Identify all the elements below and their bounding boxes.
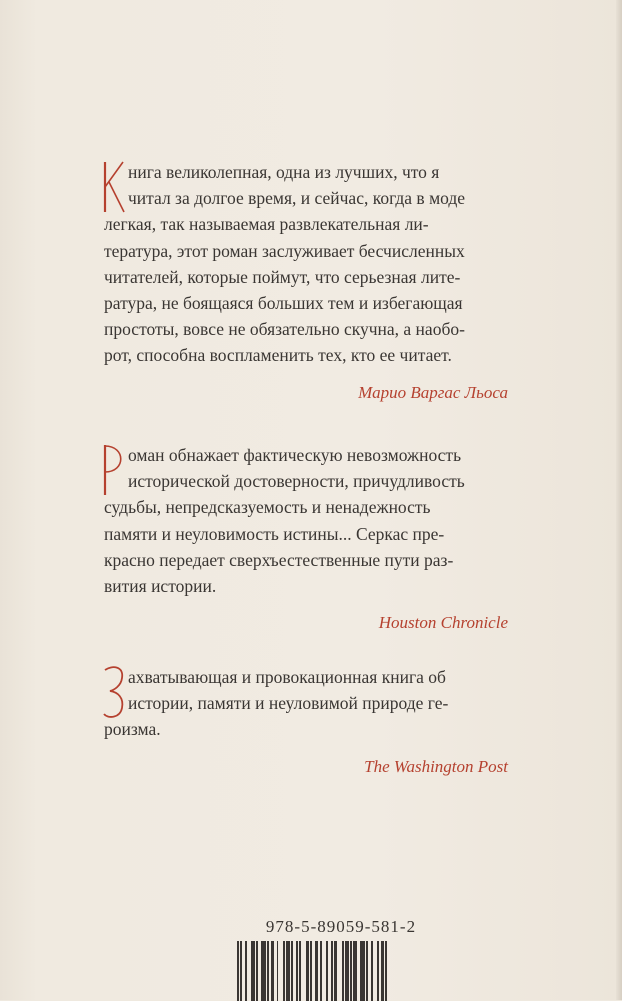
quote-line: истории, памяти и неуловимой природе ге-: [128, 693, 449, 714]
quote-line: простоты, вовсе не обязательно скучна, а наобо-: [104, 319, 465, 340]
quote-line: роизма.: [104, 719, 161, 740]
drop-cap-letter: [102, 160, 126, 214]
isbn-number: 978-5-89059-581-2: [265, 917, 417, 936]
quote-text: [104, 664, 508, 743]
quote-line: исторической достоверности, причудливость: [128, 471, 465, 492]
quote-line: читал за долгое время, и сейчас, когда в моде: [128, 188, 466, 209]
quote-line: судьбы, непредсказуемость и ненадежность: [104, 497, 431, 518]
quote-text: [104, 442, 508, 599]
quote-block: [104, 664, 508, 777]
quote-line: читателей, которые поймут, что серьезная лите-: [104, 266, 461, 287]
drop-cap-letter: [102, 443, 126, 497]
quote-line: оман обнажает фактическую невозможность: [128, 445, 462, 465]
drop-cap-z-icon: [102, 665, 126, 719]
drop-cap-k-icon: [102, 160, 126, 214]
quote-line: легкая, так называемая развлекательная ли-: [104, 214, 429, 235]
quote-block: [104, 442, 508, 633]
drop-cap-letter: [102, 665, 126, 719]
barcode-bar: [387, 941, 389, 1001]
quote-line: вития истории.: [104, 576, 217, 597]
quote-block: [104, 159, 508, 403]
quote-line: памяти и неуловимость истины... Серкас пре-: [104, 523, 445, 544]
quote-line: рот, способна воспламенить тех, кто ее читает.: [104, 345, 452, 366]
drop-cap-r-icon: [102, 443, 126, 497]
quote-attribution: Houston Chronicle: [378, 613, 508, 633]
quote-line: красно передает сверхъестественные пути раз-: [104, 549, 454, 570]
barcode-bars: [237, 941, 445, 1001]
quote-text: [104, 159, 508, 369]
quote-line: тература, этот роман заслуживает бесчисленных: [104, 240, 465, 261]
quote-attribution: The Washington Post: [364, 756, 508, 776]
quote-line: ахватывающая и провокационная книга об: [128, 667, 446, 687]
isbn-barcode: [237, 917, 445, 1000]
quote-attribution: Марио Варгас Льоса: [358, 382, 508, 402]
quote-line: нига великолепная, одна из лучших, что я: [128, 162, 440, 182]
quote-line: ратура, не боящаяся больших тем и избегающая: [104, 293, 463, 314]
cover-edge: [616, 0, 622, 1000]
